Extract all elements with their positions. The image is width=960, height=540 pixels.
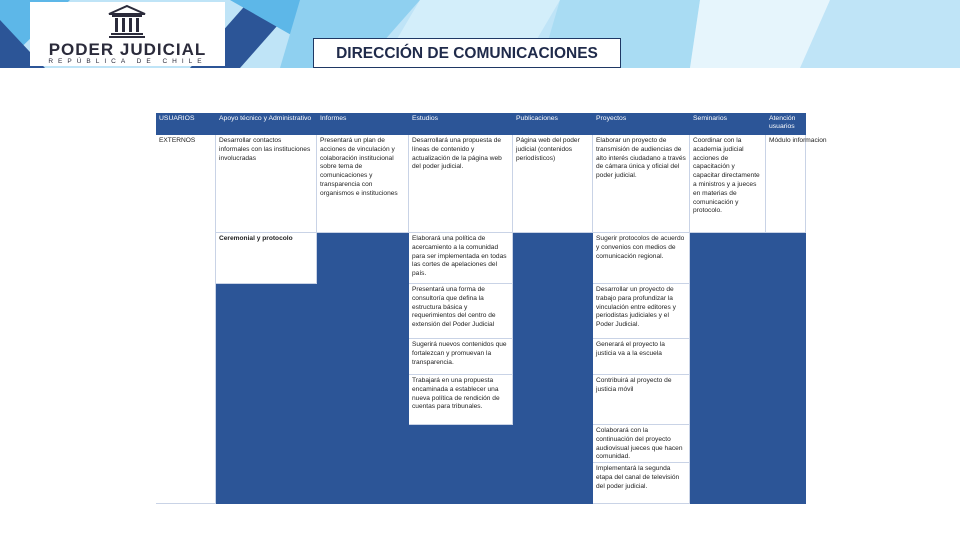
courthouse-icon (105, 4, 149, 40)
cell-apoyo-2: Ceremonial y protocolo (216, 233, 317, 284)
cell-proyectos-4: Generará el proyecto la justicia va a la escuela (593, 339, 690, 375)
column-header-atencion: Atención usuarios (766, 113, 806, 135)
column-header-proyectos: Proyectos (593, 113, 690, 135)
column-header-publicaciones: Publicaciones (513, 113, 593, 135)
cell-publicaciones-1: Página web del poder judicial (contenidos periodísticos) (513, 135, 593, 233)
cell-estudios-4: Sugerirá nuevos contenidos que fortalezcan y promuevan la transparencia. (409, 339, 513, 375)
cell-proyectos-1: Elaborar un proyecto de transmisión de audiencias de alto interés ciudadano a través de cámara única y oficial del poder judicial. (593, 135, 690, 233)
column-header-usuarios: USUARIOS (156, 113, 216, 135)
activities-table (156, 113, 827, 504)
header-banner (0, 0, 960, 68)
page-title: DIRECCIÓN DE COMUNICACIONES (313, 38, 621, 68)
column-header-apoyo: Apoyo técnico y Administrativo (216, 113, 317, 135)
cell-estudios-3: Presentará una forma de consultoría que defina la estructura básica y requerimientos del centro de extensión del Poder Judicial (409, 284, 513, 339)
cell-proyectos-6: Colaborará con la continuación del proyecto audiovisual jueces que hacen comunidad. (593, 425, 690, 463)
cell-proyectos-7: Implementará la segunda etapa del canal de televisión del poder judicial. (593, 463, 690, 504)
column-header-estudios: Estudios (409, 113, 513, 135)
cell-informes-1: Presentará un plan de acciones de vinculación y colaboración institucional sobre tema de comunicaciones y transparencia con organismos e instituciones (317, 135, 409, 233)
logo (30, 2, 225, 66)
cell-usuarios-externos: EXTERNOS (156, 135, 216, 504)
cell-proyectos-2: Sugerir protocolos de acuerdo y convenios con medios de comunicación regional. (593, 233, 690, 284)
cell-seminarios-1: Coordinar con la academia judicial acciones de capacitación y capacitar directamente a ministros y a jueces en materias de comunicación y protocolo. (690, 135, 766, 233)
cell-estudios-2: Elaborará una política de acercamiento a la comunidad para ser implementada en todas las cortes de apelaciones del país. (409, 233, 513, 284)
column-header-informes: Informes (317, 113, 409, 135)
cell-apoyo-1: Desarrollar contactos informales con las instituciones involucradas (216, 135, 317, 233)
logo-subtitle: REPÚBLICA DE CHILE (48, 58, 207, 65)
cell-estudios-1: Desarrollará una propuesta de líneas de contenido y actualización de la página web del poder judicial. (409, 135, 513, 233)
cell-proyectos-5: Contribuirá al proyecto de justicia móvil (593, 375, 690, 425)
column-header-seminarios: Seminarios (690, 113, 766, 135)
cell-proyectos-3: Desarrollar un proyecto de trabajo para profundizar la vinculación entre editores y periodistas judiciales y el Poder Judicial. (593, 284, 690, 339)
logo-title: PODER JUDICIAL (48, 40, 207, 59)
cell-atencion-1: Módulo informacion (766, 135, 806, 233)
cell-estudios-5: Trabajará en una propuesta encaminada a establecer una nueva política de rendición de cuentas para tribunales. (409, 375, 513, 425)
